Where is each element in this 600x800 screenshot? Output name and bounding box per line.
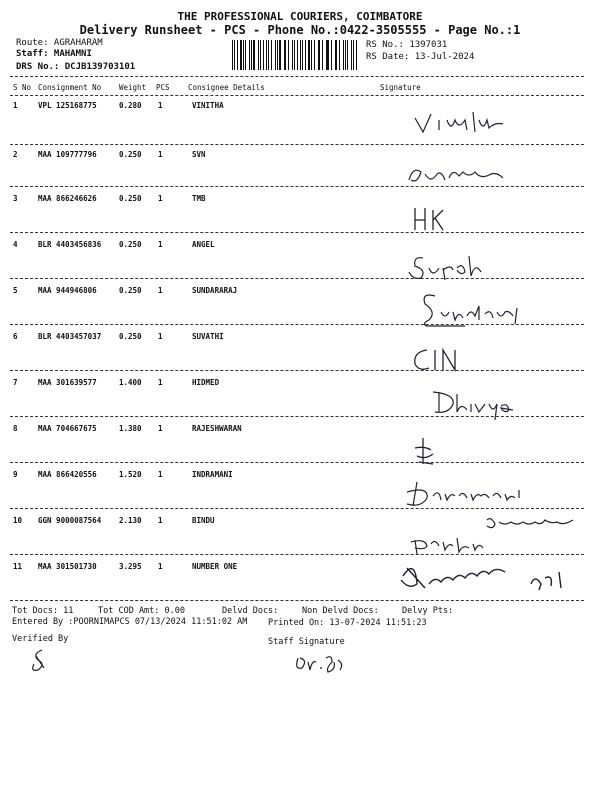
table-row [0,186,600,232]
row-sno: 7 [13,378,18,387]
row-weight: 0.250 [119,332,142,341]
row-consignment: MAA 301639577 [38,378,97,387]
row-weight: 3.295 [119,562,142,571]
row-weight: 0.250 [119,240,142,249]
row-consignment: VPL 125168775 [38,101,97,110]
row-consignee: SVN [192,150,206,159]
printed-on: Printed On: 13-07-2024 11:51:23 [268,618,427,628]
col-signature: Signature [380,83,421,92]
row-weight: 0.250 [119,150,142,159]
row-consignment: GGN 9000087564 [38,516,102,525]
row-sno: 6 [13,332,18,341]
row-divider [10,600,584,601]
header-divider-bottom [10,95,584,96]
row-pcs: 1 [158,424,163,433]
staff-signature-image [292,650,362,676]
row-pcs: 1 [158,378,163,387]
row-sno: 1 [13,101,18,110]
row-consignment: MAA 866246626 [38,194,97,203]
row-consignee: ANGEL [192,240,215,249]
row-consignee: HIDMED [192,378,220,387]
table-row [0,554,600,600]
table-row [0,144,600,190]
total-docs: Tot Docs: 11 [12,606,74,616]
row-consignment: BLR 4403456836 [38,240,102,249]
table-row [0,508,600,554]
col-consignee: Consignee Details [188,83,265,92]
row-consignment: MAA 301501730 [38,562,97,571]
row-consignment: MAA 704667675 [38,424,97,433]
table-row [0,232,600,278]
non-delivered-docs: Non Delvd Docs: [302,606,379,616]
entered-by: Entered By :POORNIMAPCS 07/13/2024 11:51:02 AM [12,617,248,627]
col-consignment: Consignment No [38,83,102,92]
row-consignment: MAA 944946806 [38,286,97,295]
row-weight: 1.520 [119,470,142,479]
table-row [0,416,600,462]
total-cod: Tot COD Amt: 0.00 [98,606,185,616]
table-row [0,462,600,508]
drs-number: DRS No.: DCJB139703101 [16,62,136,72]
row-pcs: 1 [158,516,163,525]
rs-number: RS No.: 1397031 [366,40,448,50]
row-consignee: TMB [192,194,206,203]
row-consignee: BINDU [192,516,215,525]
row-pcs: 1 [158,470,163,479]
delivery-points: Delvy Pts: [402,606,454,616]
row-consignment: MAA 109777796 [38,150,97,159]
row-sno: 11 [13,562,23,571]
table-row [0,324,600,370]
signature-image [395,98,585,144]
row-weight: 1.400 [119,378,142,387]
row-sno: 10 [13,516,23,525]
row-weight: 0.250 [119,194,142,203]
col-pcs: PCS [156,83,170,92]
col-weight: Weight [119,83,147,92]
row-consignee: RAJESHWARAN [192,424,242,433]
row-weight: 0.280 [119,101,142,110]
header-divider-top [10,76,584,77]
row-consignee: NUMBER ONE [192,562,238,571]
signature-image [395,554,585,600]
row-pcs: 1 [158,150,163,159]
company-title: THE PROFESSIONAL COURIERS, COIMBATORE [177,10,423,23]
staff-signature-label: Staff Signature [268,637,345,647]
row-pcs: 1 [158,286,163,295]
row-sno: 9 [13,470,18,479]
row-weight: 1.380 [119,424,142,433]
row-consignee: SUNDARARAJ [192,286,238,295]
row-consignee: SUVATHI [192,332,224,341]
row-pcs: 1 [158,240,163,249]
row-sno: 2 [13,150,18,159]
row-consignee: INDRAMANI [192,470,233,479]
staff-label: Staff: MAHAMNI [16,49,92,59]
table-row [0,278,600,324]
row-sno: 8 [13,424,18,433]
row-pcs: 1 [158,562,163,571]
rs-date: RS Date: 13-Jul-2024 [366,52,475,62]
row-weight: 2.130 [119,516,142,525]
row-pcs: 1 [158,194,163,203]
route-label: Route: AGRAHARAM [16,38,103,48]
row-sno: 3 [13,194,18,203]
delivered-docs: Delvd Docs: [222,606,279,616]
table-row [0,98,600,144]
row-weight: 0.250 [119,286,142,295]
row-pcs: 1 [158,332,163,341]
verifier-signature [24,646,64,676]
table-row [0,370,600,416]
barcode [232,40,360,70]
verified-by-label: Verified By [12,634,69,644]
col-sno: S No [13,83,32,92]
row-sno: 5 [13,286,18,295]
row-consignment: MAA 866420556 [38,470,97,479]
runsheet-subtitle: Delivery Runsheet - PCS - Phone No.:0422-3505555 - Page No.:1 [79,23,521,37]
row-pcs: 1 [158,101,163,110]
row-consignment: BLR 4403457037 [38,332,102,341]
signature-image [395,512,585,558]
row-sno: 4 [13,240,18,249]
row-consignee: VINITHA [192,101,224,110]
